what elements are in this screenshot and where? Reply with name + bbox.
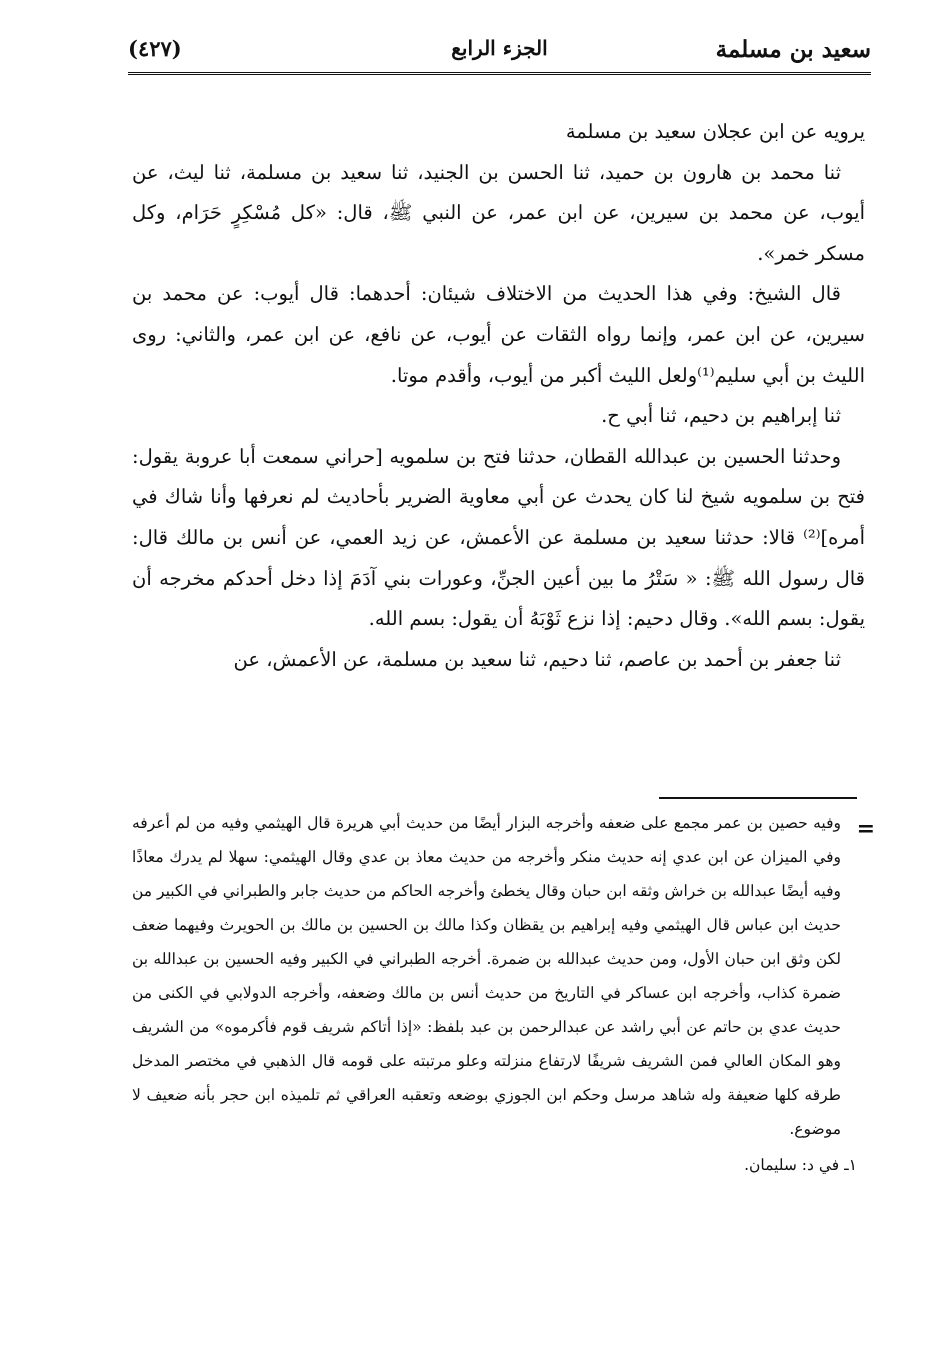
paragraph-4: ثنا إبراهيم بن دحيم، ثنا أبي ح.	[601, 404, 841, 428]
footnotes	[132, 806, 857, 1182]
paragraph-1: يرويه عن ابن عجلان سعيد بن مسلمة	[565, 120, 865, 143]
paragraph-5: وحدثنا الحسين بن عبدالله القطان، حدثنا فتح بن سلمويه [حراني سمعت أبا عروبة يقول: فتح بن سلمويه شيخ لنا كان يحدث عن أبي معاوية الضرير بأحاديث لم نعرفها وأنا شاك في أمره]⁽²⁾ قالا: حدثنا سعيد بن مسلمة عن الأعمش، عن زيد العمي، عن أنس بن مالك قال: قال رسول الله ﷺ: « سَتْرُ ما بين أعين الجنِّ، وعورات بني آدَمَ إذا دخل أحدكم مخرجه أن يقول: بسم الله». وقال دحيم: إذا نزع ثَوْبَهُ أن يقول: بسم الله.	[132, 444, 865, 631]
footnote-1: ١ـ في د: سليمان.	[744, 1156, 857, 1174]
part-title: الجزء الرابع	[451, 36, 548, 60]
footnote-divider	[659, 797, 857, 799]
chapter-title: سعيد بن مسلمة	[715, 36, 871, 63]
header-divider	[128, 72, 871, 75]
paragraph-6: ثنا جعفر بن أحمد بن عاصم، ثنا دحيم، ثنا سعيد بن مسلمة، عن الأعمش، عن	[233, 647, 841, 671]
main-text	[132, 112, 865, 680]
footnote-continuation: وفيه حصين بن عمر مجمع على ضعفه وأخرجه البزار أيضًا من حديث أبي هريرة قال الهيثمي وفيه من لم أعرفه وفي الميزان عن ابن عدي إنه حديث منكر وأخرجه من حديث معاذ بن عدي وقال الهيثمي: سهلا لم يدرك معاذًا وفيه أيضًا عبدالله بن خراش وثقه ابن حبان وقال يخطئ وأخرجه الحاكم من حديث جابر والطبراني في الكبير من حديث ابن عباس قال الهيثمي وفيه إبراهيم بن يقظان وكذا مالك بن الحسين بن مالك بن الحويرث وفيهما ضعف لكن وثق ابن حبان الأول، ومن حديث عبدالله بن ضمرة. أخرجه الطبراني في الكبير وفيه الحسين بن عبدالله بن ضمرة كذاب، وأخرجه ابن عساكر في التاريخ من حديث أنس بن مالك وضعفه، وأخرجه الدولابي في الكنى من حديث عدي بن حاتم عن أبي راشد عن عبدالرحمن بن عبد بلفظ: «إذا أتاكم شريف قوم فأكرموه» من الشريف وهو المكان العالي فمن الشريف شريفًا لارتفاع منزلته وعلو مرتبته على قومه قال الذهبي في مختصر المدخل طرقه كلها ضعيفة وله شاهد مرسل وحكم ابن الجوزي بوضعه وتعقبه العراقي ثم تلميذه ابن حجر بأنه ضعيف لا موضوع.	[132, 814, 841, 1138]
paragraph-2: ثنا محمد بن هارون بن حميد، ثنا الحسن بن الجنيد، ثنا سعيد بن مسلمة، ثنا ليث، عن أيوب، عن محمد بن سيرين، عن ابن عمر، عن النبي ﷺ، قال: «كل مُسْكِرٍ حَرَام، وكل مسكر خمر».	[132, 160, 865, 265]
footnote-continuation-mark: =	[856, 816, 875, 842]
page-number: (٤٢٧)	[128, 36, 182, 61]
paragraph-3: قال الشيخ: وفي هذا الحديث من الاختلاف شيئان: أحدهما: قال أيوب: عن محمد بن سيرين، عن ابن عمر، وإنما رواه الثقات عن أيوب، عن نافع، عن ابن عمر، والثاني: روى الليث بن أبي سليم⁽¹⁾ولعل الليث أكبر من أيوب، وأقدم موتا.	[132, 282, 865, 387]
running-header	[128, 28, 871, 72]
